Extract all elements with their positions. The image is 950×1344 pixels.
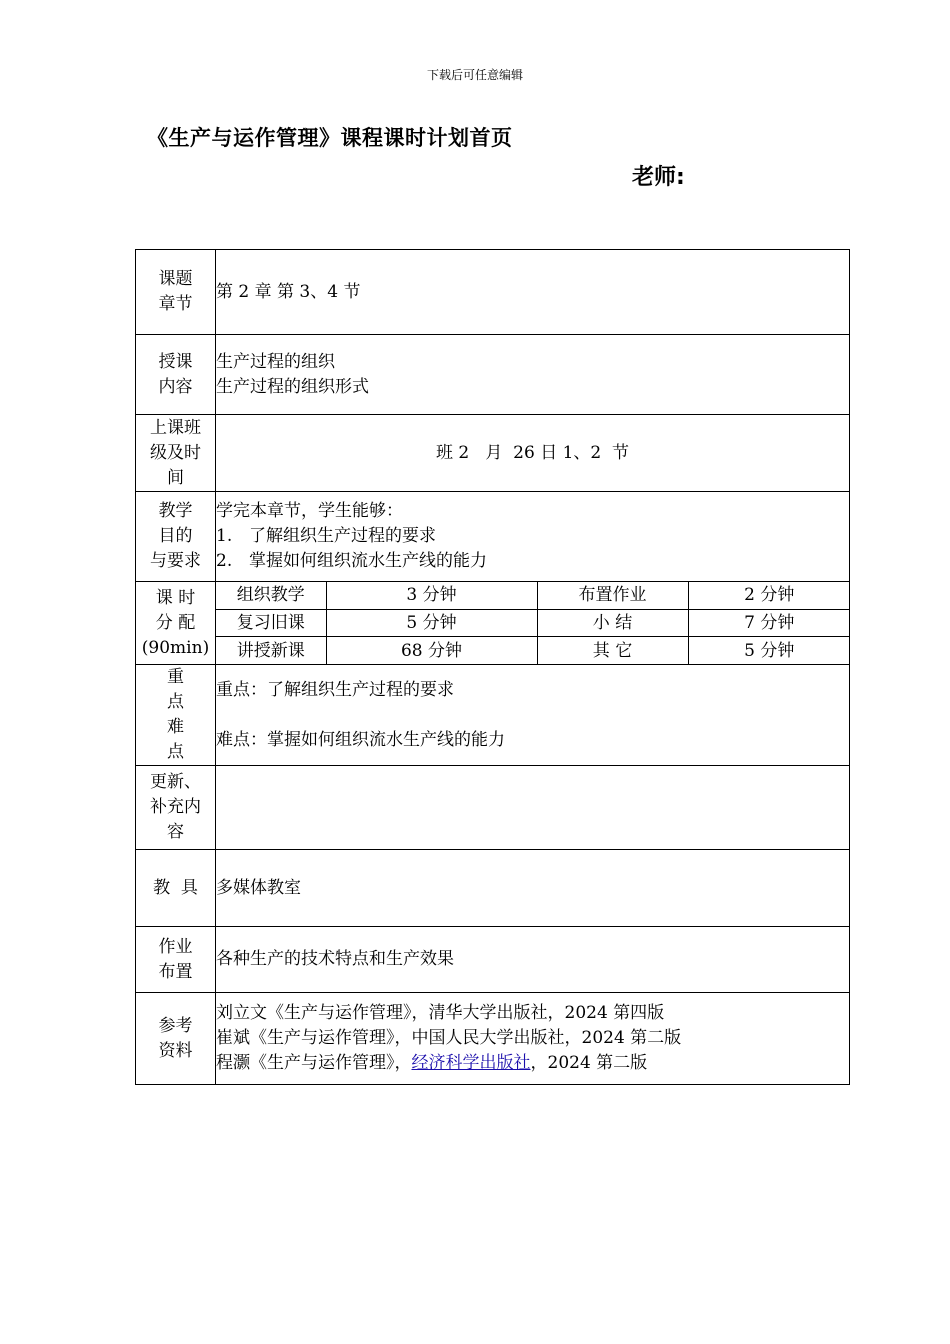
- table-row: 组织教学 3 分钟 布置作业 2 分钟: [216, 582, 850, 609]
- label-key-points: 重 点 难 点: [136, 665, 216, 766]
- value-class-time: 班 2 月 26 日 1、2 节: [216, 415, 850, 492]
- label-class-time: 上课班 级及时 间: [136, 415, 216, 492]
- row-homework: [136, 927, 850, 993]
- row-update: [136, 766, 850, 850]
- publisher-link[interactable]: 经济科学出版社: [411, 1053, 531, 1073]
- row-chapter: [136, 250, 850, 335]
- table-row: 讲授新课 68 分钟 其 它 5 分钟: [216, 637, 850, 664]
- value-homework: 各种生产的技术特点和生产效果: [216, 927, 850, 993]
- objective-item: 2. 掌握如何组织流水生产线的能力: [216, 551, 487, 571]
- table-row: 复习旧课 5 分钟 小 结 7 分钟: [216, 609, 850, 637]
- label-tools: 教 具: [136, 850, 216, 927]
- value-update: [216, 766, 850, 850]
- value-chapter: 第 2 章 第 3、4 节: [216, 250, 850, 335]
- label-update: 更新、 补充内 容: [136, 766, 216, 850]
- value-references: [216, 993, 850, 1085]
- row-time-allocation: [136, 582, 850, 665]
- row-objectives: [136, 492, 850, 582]
- reference-item: 刘立文《生产与运作管理》，清华大学出版社，2024 第四版: [216, 1003, 665, 1023]
- teacher-label: 老师:: [632, 165, 685, 190]
- time-allocation-table: [216, 582, 850, 664]
- row-class-time: [136, 415, 850, 492]
- label-content: 授课 内容: [136, 335, 216, 415]
- row-references: [136, 993, 850, 1085]
- label-time-allocation: 课 时 分 配 (90min): [136, 582, 216, 665]
- time-allocation-cell: [216, 582, 850, 665]
- page-title: 《生产与运作管理》课程课时计划首页: [147, 126, 513, 150]
- row-tools: [136, 850, 850, 927]
- value-objectives: 学完本章节，学生能够： 1. 了解组织生产过程的要求 2. 掌握如何组织流水生产线的能力: [216, 492, 850, 582]
- value-key-points: 重点：了解组织生产过程的要求 难点：掌握如何组织流水生产线的能力: [216, 665, 850, 766]
- header-note: 下载后可任意编辑: [426, 68, 523, 82]
- lesson-plan-table: [135, 249, 850, 1085]
- value-content: 生产过程的组织 生产过程的组织形式: [216, 335, 850, 415]
- row-content: [136, 335, 850, 415]
- reference-item: 程灏《生产与运作管理》，经济科学出版社，2024 第二版: [216, 1053, 648, 1073]
- label-homework: 作业 布置: [136, 927, 216, 993]
- row-key-points: [136, 665, 850, 766]
- label-references: 参考 资料: [136, 993, 216, 1085]
- label-chapter: 课题 章节: [136, 250, 216, 335]
- objective-item: 1. 了解组织生产过程的要求: [216, 526, 436, 546]
- reference-item: 崔斌《生产与运作管理》，中国人民大学出版社，2024 第二版: [216, 1028, 682, 1048]
- value-tools: 多媒体教室: [216, 850, 850, 927]
- label-objectives: 教学 目的 与要求: [136, 492, 216, 582]
